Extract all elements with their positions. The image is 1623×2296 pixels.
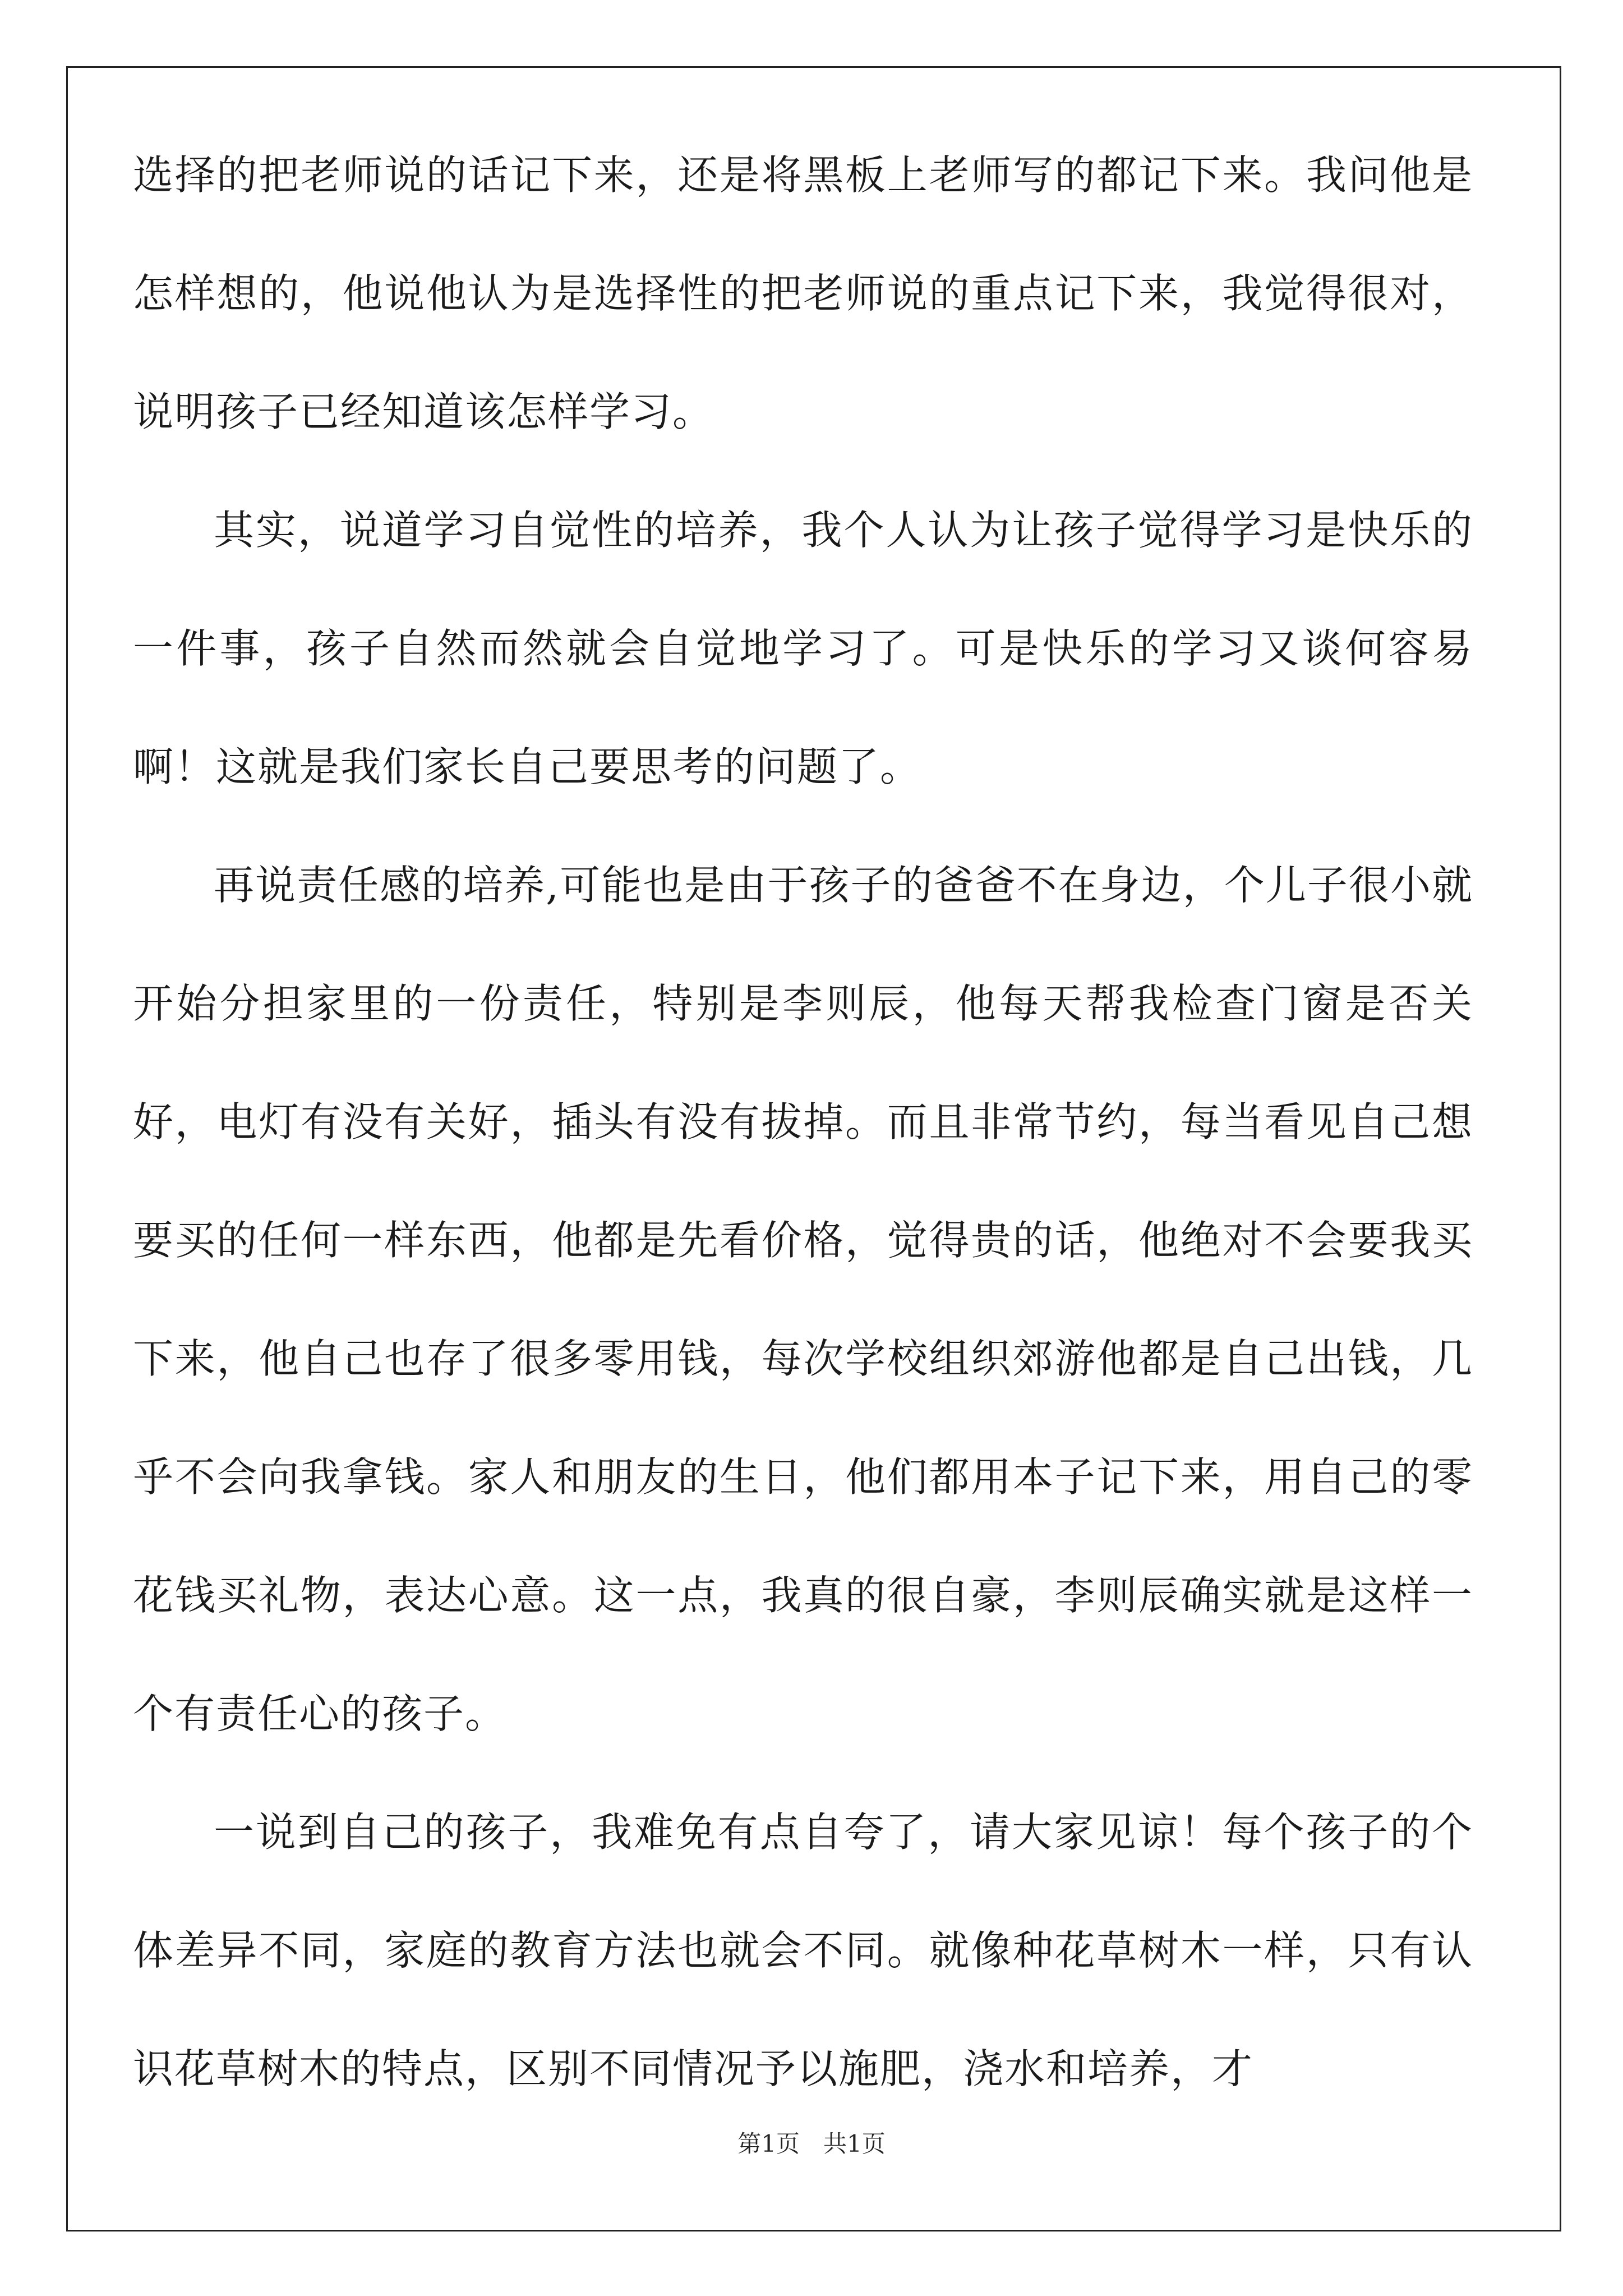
paragraph-2: 其实，说道学习自觉性的培养，我个人认为让孩子觉得学习是快乐的一件事，孩子自然而然就会自觉地学习了。可是快乐的学习又谈何容易啊！这就是我们家长自己要思考的问题了。	[133, 507, 1473, 790]
document-body	[133, 116, 1473, 2128]
paragraph-4: 一说到自己的孩子，我难免有点自夸了，请大家见谅！每个孩子的个体差异不同，家庭的教育方法也就会不同。就像种花草树木一样，只有认识花草树木的特点，区别不同情况予以施肥，浇水和培养，才	[133, 1809, 1473, 2092]
paragraph-1: 选择的把老师说的话记下来，还是将黑板上老师写的都记下来。我问他是怎样想的，他说他认为是选择性的把老师说的重点记下来，我觉得很对，说明孩子已经知道该怎样学习。	[133, 151, 1473, 435]
paragraph-3: 再说责任感的培养,可能也是由于孩子的爸爸不在身边，个儿子很小就开始分担家里的一份责任，特别是李则辰，他每天帮我检查门窗是否关好，电灯有没有关好，插头有没有拔掉。而且非常节约，每当看见自己想要买的任何一样东西，他都是先看价格，觉得贵的话，他绝对不会要我买下来，他自己也存了很多零用钱，每次学校组织郊游他都是自己出钱，几乎不会向我拿钱。家人和朋友的生日，他们都用本子记下来，用自己的零花钱买礼物，表达心意。这一点，我真的很自豪，李则辰确实就是这样一个有责任心的孩子。	[133, 862, 1473, 1737]
page-number-footer: 第1页 共1页	[737, 2130, 886, 2157]
